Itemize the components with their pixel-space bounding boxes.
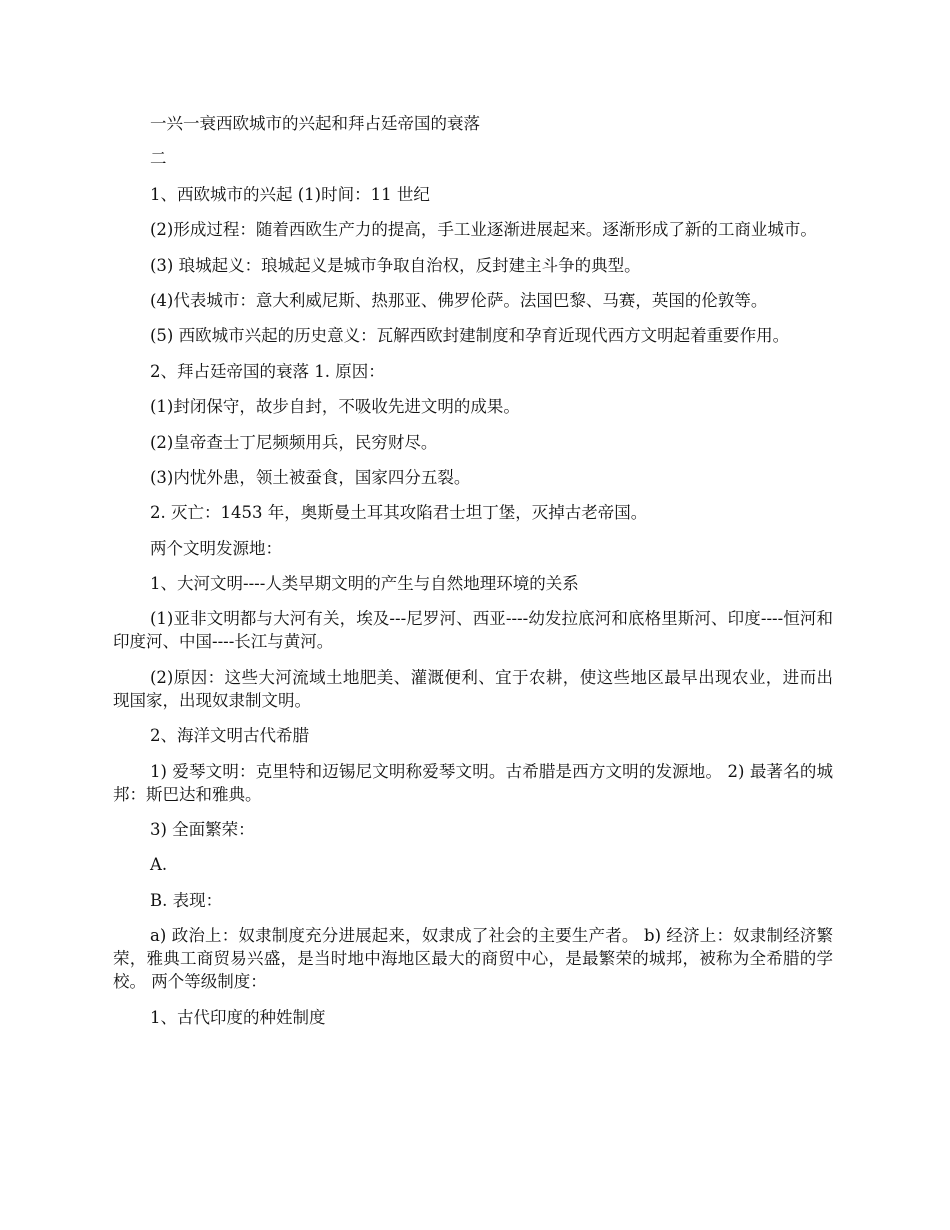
paragraph: (5) 西欧城市兴起的历史意义：瓦解西欧封建制度和孕育近现代西方文明起着重要作用。	[150, 326, 790, 346]
heading-caste-system: 1、古代印度的种姓制度	[150, 1007, 326, 1027]
heading-ocean-civilization: 2、海洋文明古代希腊	[150, 726, 309, 746]
paragraph: (1)亚非文明都与大河有关，埃及---尼罗河、西亚----幼发拉底河和底格里斯河、印度----恒河和印度河、中国----长江与黄河。	[113, 609, 833, 652]
paragraph: (3) 琅城起义：琅城起义是城市争取自治权，反封建主斗争的典型。	[150, 255, 641, 275]
paragraph: (4)代表城市：意大利威尼斯、热那亚、佛罗伦萨。法国巴黎、马赛，英国的伦敦等。	[150, 290, 768, 310]
section-marker: 二	[150, 149, 167, 169]
heading-western-cities: 1、西欧城市的兴起 (1)时间：11 世纪	[150, 184, 430, 204]
paragraph: (1)封闭保守，故步自封，不吸收先进文明的成果。	[150, 397, 520, 417]
paragraph: B. 表现：	[150, 890, 223, 910]
doc-title: 一兴一衰西欧城市的兴起和拜占廷帝国的衰落	[150, 114, 480, 133]
paragraph: (2)原因：这些大河流域土地肥美、灌溉便利、宜于农耕，使这些地区最早出现农业，进而出现国家，出现奴隶制文明。	[113, 667, 833, 710]
heading-byzantine-decline: 2、拜占廷帝国的衰落 1. 原因：	[150, 361, 385, 381]
paragraph: 2. 灭亡：1453 年，奥斯曼土耳其攻陷君士坦丁堡，灭掉古老帝国。	[150, 503, 648, 523]
heading-river-civilization: 1、大河文明----人类早期文明的产生与自然地理环境的关系	[150, 574, 579, 594]
paragraph: 1) 爱琴文明：克里特和迈锡尼文明称爱琴文明。古希腊是西方文明的发源地。 2) 最著名的城邦：斯巴达和雅典。	[113, 761, 833, 804]
paragraph: (3)内忧外患，领土被蚕食，国家四分五裂。	[150, 467, 471, 487]
heading-civilization-origins: 两个文明发源地：	[150, 538, 282, 558]
document-body	[113, 112, 833, 1041]
paragraph: a) 政治上：奴隶制度充分进展起来，奴隶成了社会的主要生产者。 b) 经济上：奴隶制经济繁荣，雅典工商贸易兴盛，是当时地中海地区最大的商贸中心，是最繁荣的城邦，被称为全希腊的学校。 两个等级制度：	[113, 926, 833, 992]
paragraph: A.	[150, 855, 168, 875]
paragraph: (2)皇帝查士丁尼频频用兵，民穷财尽。	[150, 432, 438, 452]
paragraph: 3) 全面繁荣：	[150, 820, 255, 840]
paragraph: (2)形成过程：随着西欧生产力的提高，手工业逐渐进展起来。逐渐形成了新的工商业城市。	[150, 220, 817, 240]
